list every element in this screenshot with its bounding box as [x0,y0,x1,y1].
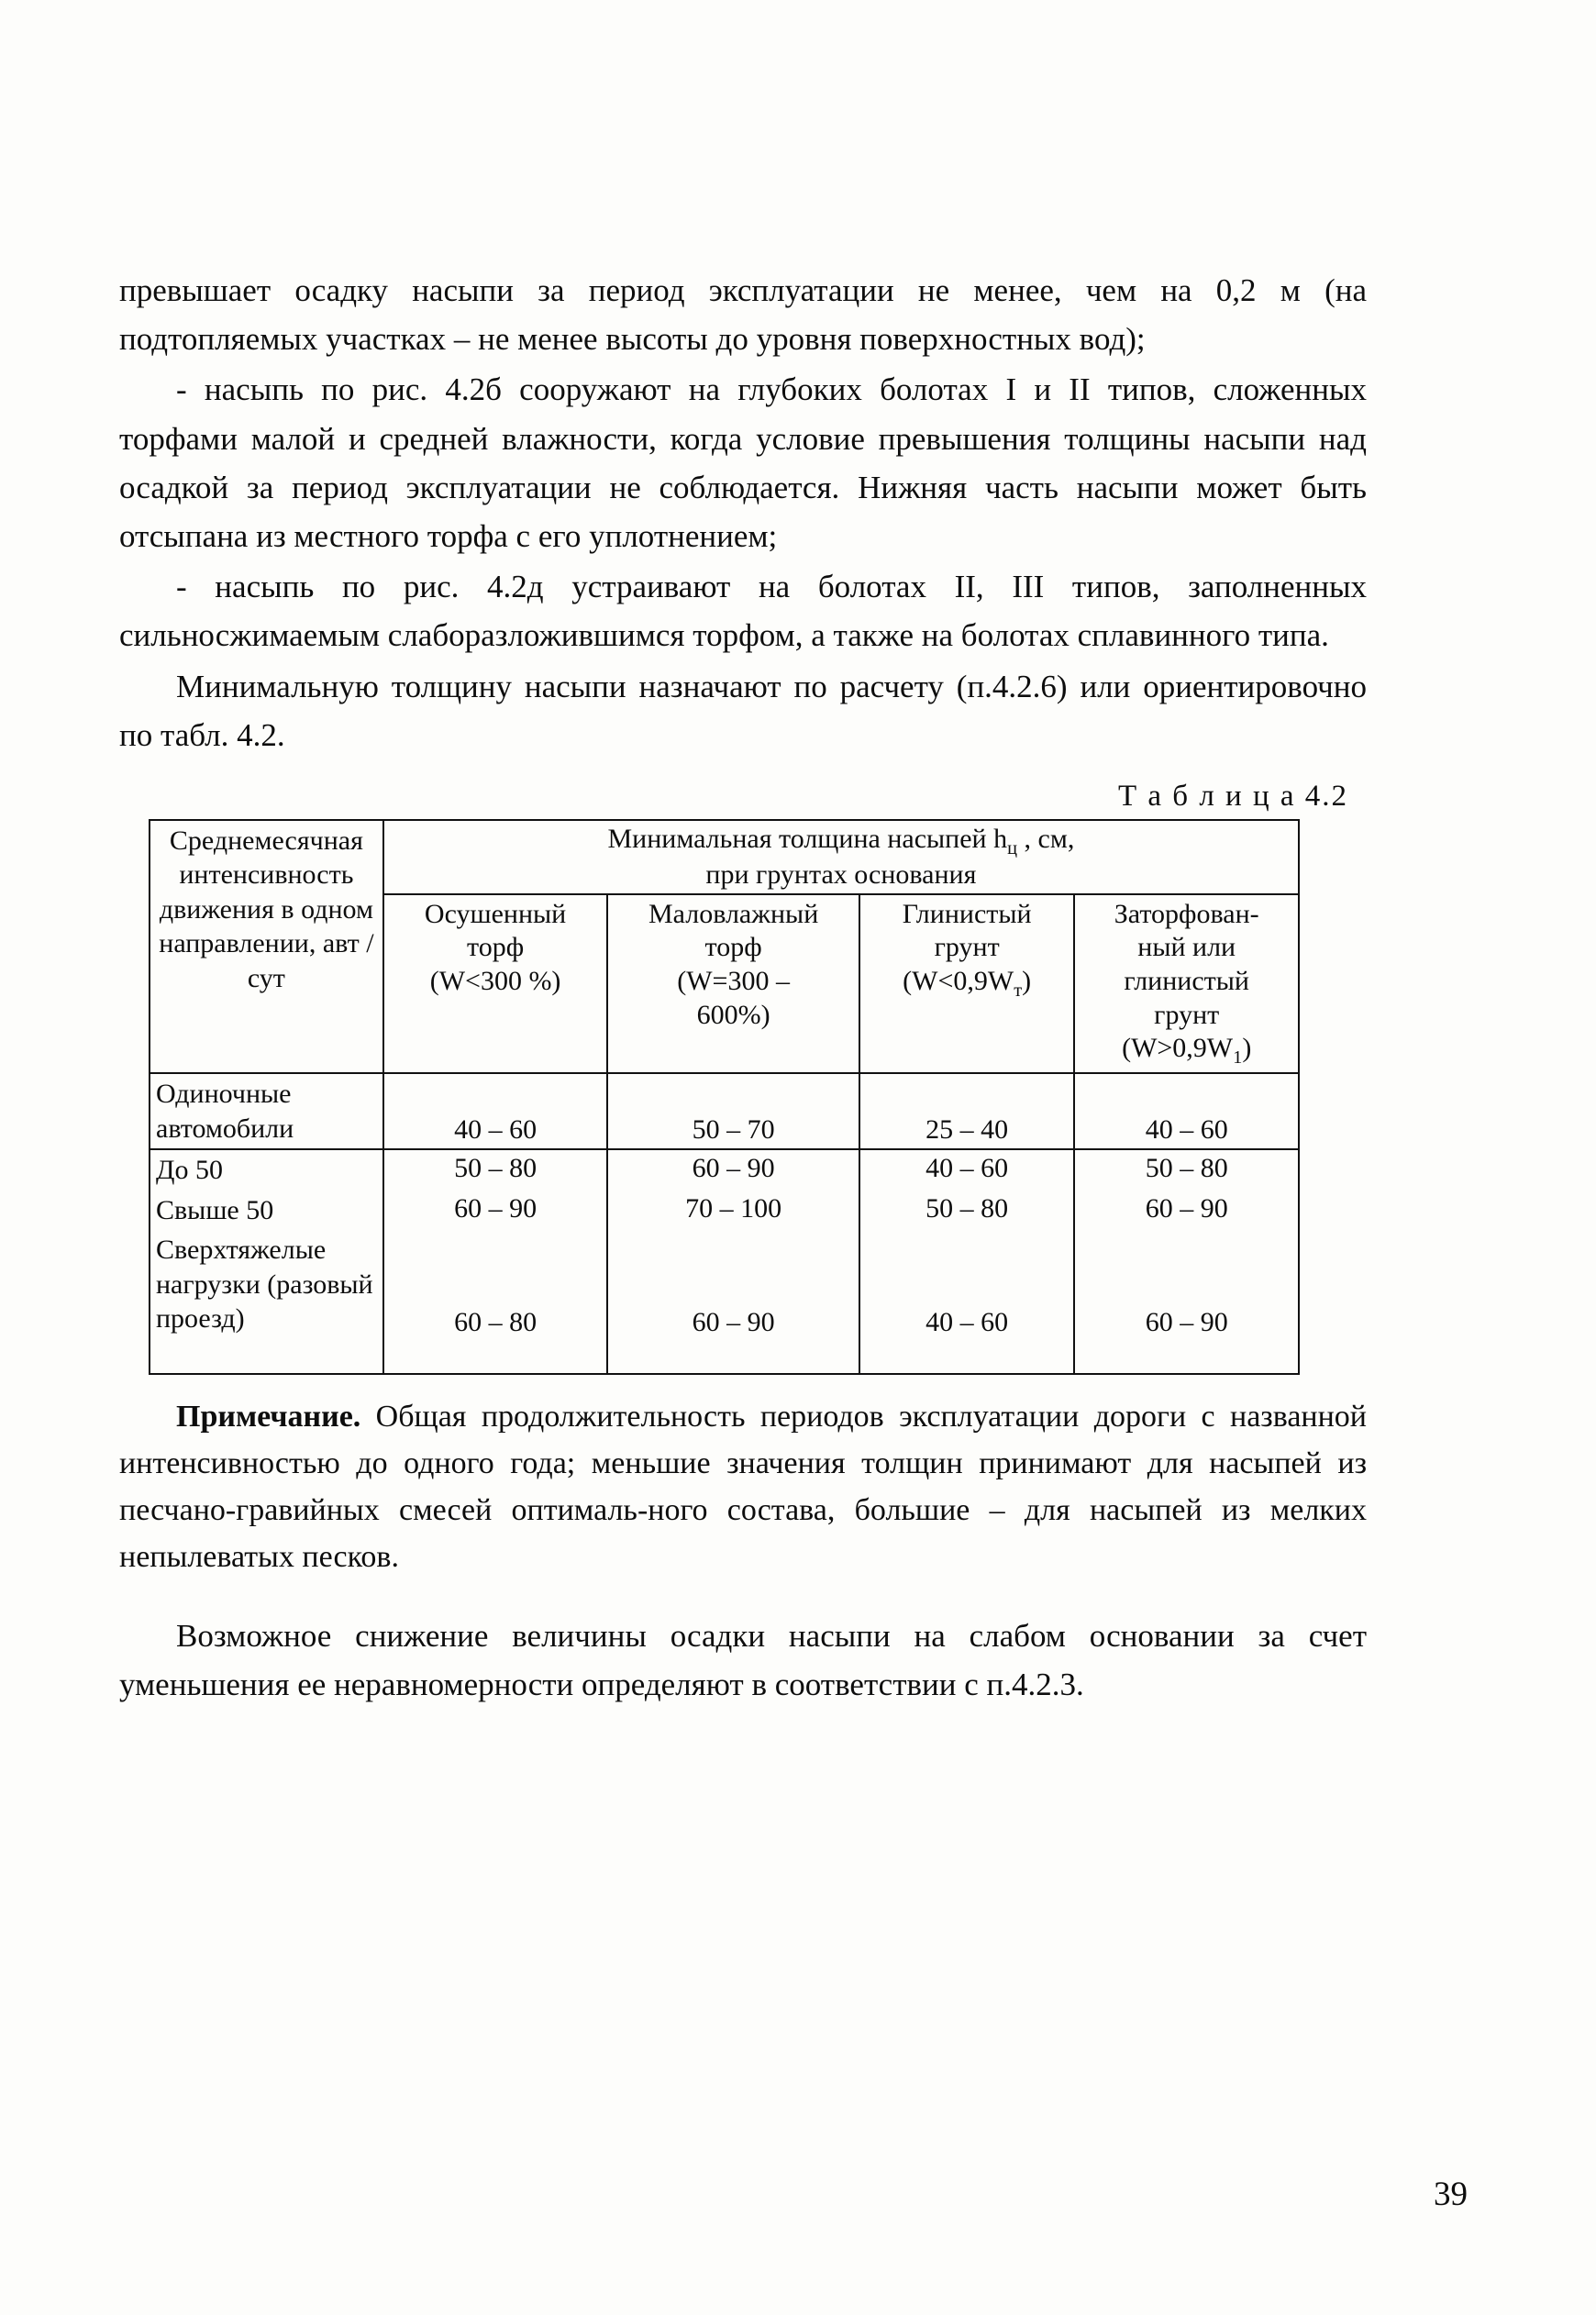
table-row [150,1230,1299,1374]
page-number: 39 [1434,2176,1468,2213]
header-thickness-sub: ц [1007,837,1018,858]
col2-line2: торф [704,932,762,963]
col3-line1: Глинистый [902,898,1032,929]
col4-line1: Заторфован- [1114,898,1259,929]
col4-line3: глинистый [1124,966,1249,997]
cell-r1-c3: 50 – 80 [1074,1149,1299,1191]
table-header-row-1 [150,820,1299,894]
col4-line4: грунт [1154,999,1220,1030]
col4-sub: 1 [1233,1047,1243,1069]
row-label-over-50: Свыше 50 [150,1191,383,1231]
cell-r2-c2: 50 – 80 [859,1191,1075,1231]
col3-sub: т [1014,980,1023,1002]
col1-line1: Осушенный [424,898,567,929]
table-row [150,1073,1299,1149]
col4-line5-wrap [1122,1033,1252,1069]
header-thickness-line2: при грунтах основания [705,858,977,890]
col4-line5-close: ) [1242,1033,1252,1064]
cell-r3-c1: 60 – 90 [607,1230,859,1374]
note-label: Примечание. [176,1400,361,1434]
header-intensity-text: Среднемесячная интенсивность движения в одном направлении, авт /сут [159,825,374,993]
col1-line3: (W<300 %) [429,966,561,997]
col3-line3-wrap [903,966,1032,1002]
paragraph-4: Минимальную толщину насыпи назначают по расчету (п.4.2.6) или ориентировочно по табл. 4.2. [119,668,1367,753]
col3-line2: грунт [934,932,1000,963]
col4-line2: ный или [1137,932,1236,963]
cell-r2-c1: 70 – 100 [607,1191,859,1231]
table-row [150,1149,1299,1191]
header-thickness-line1-tail: , см, [1017,823,1075,854]
col2-line3: (W=300 – [677,966,790,997]
col3-line3-close: ) [1022,966,1032,997]
col1-line2: торф [467,932,525,963]
cell-r3-c3: 60 – 90 [1074,1230,1299,1374]
cell-r3-c0: 60 – 80 [383,1230,608,1374]
header-col-peaty-clay-soil [1074,894,1299,1073]
cell-r0-c2: 25 – 40 [859,1073,1075,1149]
note-text: Общая продолжительность периодов эксплуатации дороги с названной интенсивностью до одного года; меньшие значения толщин принимают для насыпей из песчано-гравийных смесей оптималь-ного состава, большие – для насыпей из мелких непылеватых песков. [119,1400,1367,1575]
table-row [150,1191,1299,1231]
row-label-heavy-loads: Сверхтяжелые нагрузки (разовый проезд) [150,1230,383,1374]
row-label-single-vehicles: Одиночные автомобили [150,1073,383,1149]
header-cell-thickness [383,820,1299,894]
cell-r0-c0: 40 – 60 [383,1073,608,1149]
page-content [119,266,1367,1711]
col2-line4: 600%) [696,999,770,1030]
cell-r0-c3: 40 – 60 [1074,1073,1299,1149]
cell-r1-c1: 60 – 90 [607,1149,859,1191]
col4-line5: (W>0,9W [1122,1033,1234,1064]
header-thickness-line1-text: Минимальная толщина насыпей h [607,823,1008,854]
cell-r0-c1: 50 – 70 [607,1073,859,1149]
cell-r1-c2: 40 – 60 [859,1149,1075,1191]
row-label-up-to-50: До 50 [150,1149,383,1191]
cell-r2-c0: 60 – 90 [383,1191,608,1231]
header-thickness-line1 [607,823,1075,858]
table-caption: Т а б л и ц а 4.2 [1117,779,1348,813]
table-note [119,1393,1367,1580]
minimum-thickness-table [149,819,1300,1375]
cell-r3-c2: 40 – 60 [859,1230,1075,1374]
header-cell-intensity [150,820,383,1073]
header-col-clay-soil [859,894,1075,1073]
tail-paragraph: Возможное снижение величины осадки насыпи на слабом основании за счет уменьшения ее неравномерности определяют в соответствии с п.4.2.3. [119,1618,1367,1703]
cell-r1-c0: 50 – 80 [383,1149,608,1191]
col2-line1: Маловлажный [648,898,819,929]
paragraph-1: превышает осадку насыпи за период эксплуатации не менее, чем на 0,2 м (на подтопляемых участках – не менее высоты до уровня поверхностных вод); [119,272,1367,358]
header-col-dried-peat [383,894,608,1073]
col3-line3: (W<0,9W [903,966,1014,997]
cell-r2-c3: 60 – 90 [1074,1191,1299,1231]
paragraph-2: - насыпь по рис. 4.2б сооружают на глубоких болотах I и II типов, сложенных торфами малой и средней влажности, когда условие превышения толщины насыпи над осадкой за период эксплуатации не соблюдается. Нижняя часть насыпи может быть отсыпана из местного торфа с его уплотнением; [119,371,1367,554]
paragraph-3: - насыпь по рис. 4.2д устраивают на болотах II, III типов, заполненных сильносжимаемым слаборазложившимся торфом, а также на болотах сплавинного типа. [119,569,1367,654]
header-col-lowmoist-peat [607,894,859,1073]
